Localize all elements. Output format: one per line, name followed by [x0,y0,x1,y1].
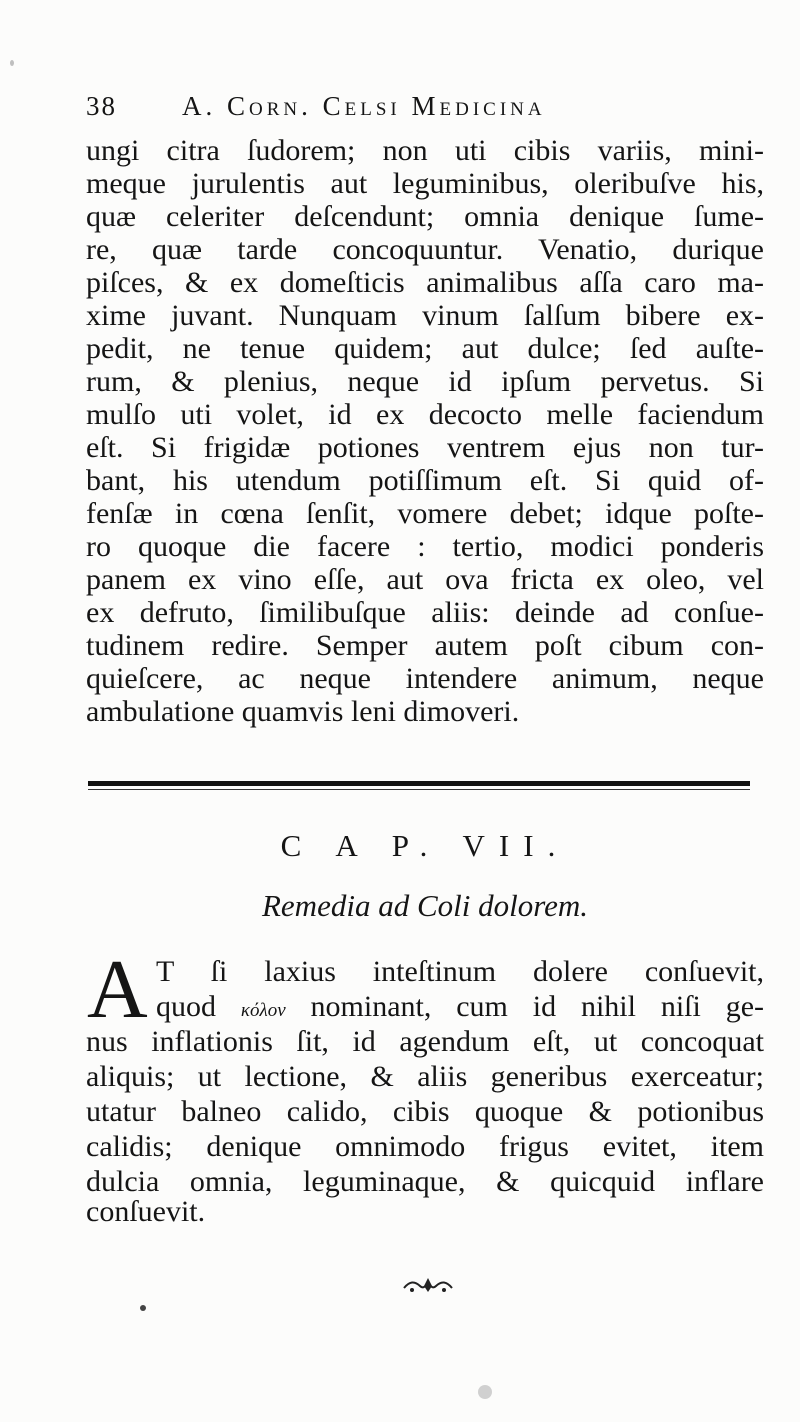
body-line: bant, his utendum potiſſimum eſt. Si quid of- [86,464,764,497]
body-line: pedit, ne tenue quidem; aut dulce; ſed auſte- [86,332,764,365]
body-line: tudinem redire. Semper autem poſt cibum con- [86,629,764,662]
chapter-line: utatur balneo calido, cibis quoque & potionibus [86,1095,764,1128]
body-line-last: ambulatione quamvis leni dimoveri. [86,695,520,728]
greek-word: κόλον [240,1000,286,1021]
body-line: mulſo uti volet, id ex decocto melle faciendum [86,398,764,431]
running-head [86,88,666,124]
body-line: panem ex vino eſſe, aut ova fricta ex oleo, vel [86,563,764,596]
body-line: re, quæ tarde concoquuntur. Venatio, durique [86,233,764,266]
chapter-line-last: conſuevit. [86,1195,206,1228]
body-line: piſces, & ex domeſticis animalibus aſſa caro ma- [86,266,764,299]
body-line: meque jurulentis aut leguminibus, oleribuſve his, [86,167,764,200]
paper-speck [478,1385,492,1399]
chapter-line-1: T ſi laxius inteſtinum dolere conſuevit, [156,955,764,988]
body-line: ex defruto, ſimilibuſque aliis: deinde ad conſue- [86,596,764,629]
chapter-line: dulcia omnia, leguminaque, & quicquid inflare [86,1165,764,1198]
body-line: rum, & plenius, neque id ipſum pervetus. Si [86,365,764,398]
running-title: A. Corn. Celsi Medicina [182,91,546,121]
drop-cap: A [87,943,148,1036]
section-divider-thin [88,789,750,790]
body-line: ro quoque die facere : tertio, modici ponderis [86,530,764,563]
chapter-line-2-start: quod [156,990,216,1023]
body-line: ungi citra ſudorem; non uti cibis variis, mini- [86,134,764,167]
chapter-line-2 [156,990,764,1028]
paper-speck [140,1305,146,1311]
page-number: 38 [86,91,117,121]
chapter-line: calidis; denique omnimodo frigus evitet, item [86,1130,764,1163]
body-line: xime juvant. Nunquam vinum ſalſum bibere ex- [86,299,764,332]
body-line: quæ celeriter deſcendunt; omnia denique ſume- [86,200,764,233]
chapter-subtitle: Remedia ad Coli dolorem. [261,888,589,923]
section-divider-thick [88,781,750,786]
body-line: eſt. Si frigidæ potiones ventrem ejus non tur- [86,431,764,464]
chapter-heading: C A P. VII. [280,828,570,863]
chapter-line: aliquis; ut lectione, & aliis generibus exerceatur; [86,1060,764,1093]
chapter-line: nus inflationis ſit, id agendum eſt, ut concoquat [86,1025,764,1058]
paper-speck [10,60,14,66]
body-line: fenſæ in cœna ſenſit, vomere debet; idque poſte- [86,497,764,530]
fleuron-ornament-icon [400,1274,456,1296]
body-line: quieſcere, ac neque intendere animum, neque [86,662,764,695]
chapter-line-2-end: nominant, cum id nihil niſi ge- [310,990,764,1023]
